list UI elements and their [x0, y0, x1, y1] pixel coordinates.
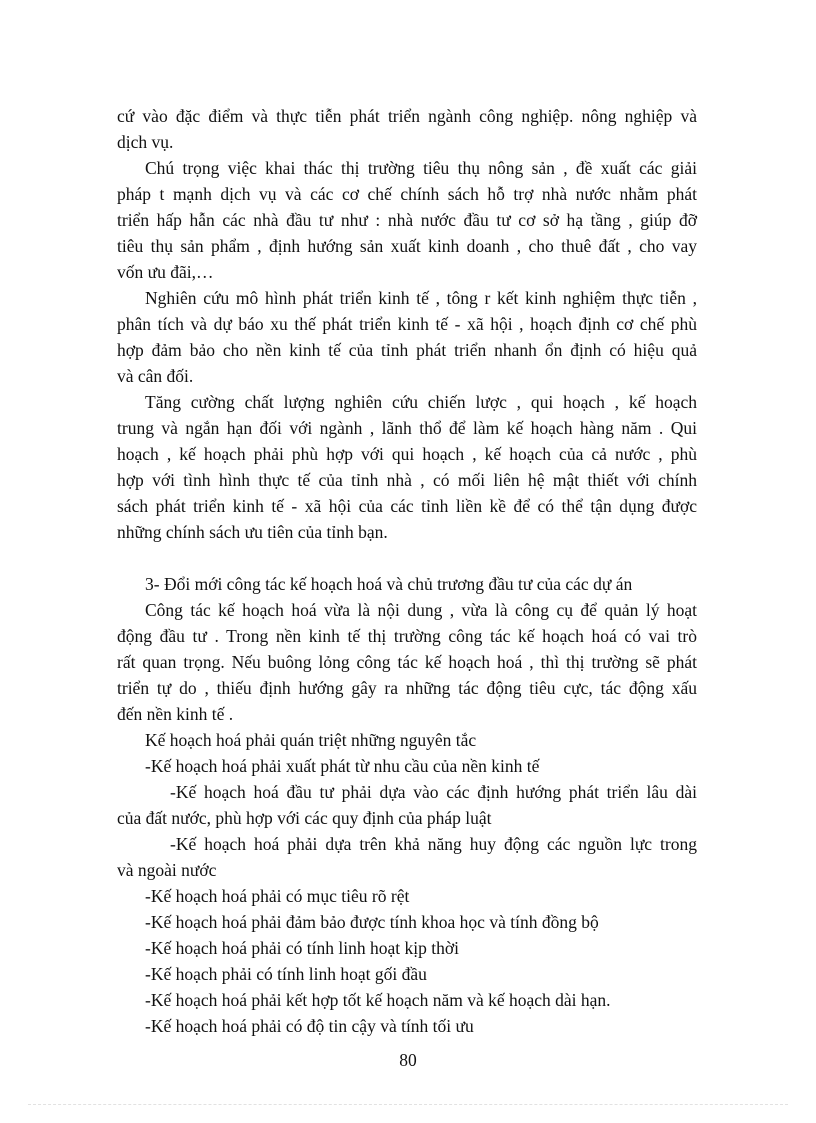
principles-intro: Kế hoạch hoá phải quán triệt những nguyên tắc [145, 730, 477, 750]
paragraph-5-line-2: động đầu tư . Trong nền kinh tế thị trường công tác kế hoạch hoá có vai trò [117, 626, 697, 646]
paragraph-1-line-1: cứ vào đặc điểm và thực tiễn phát triển ngành công nghiệp. nông nghiệp và [117, 106, 697, 126]
page-number: 80 [399, 1050, 417, 1070]
section-heading: 3- Đổi mới công tác kế hoạch hoá và chủ trương đầu tư của các dự án [145, 574, 633, 594]
paragraph-3-line-1: Nghiên cứu mô hình phát triển kinh tế , tông r kết kinh nghiệm thực tiễn , [145, 288, 697, 308]
paragraph-2-line-1: Chú trọng việc khai thác thị trường tiêu thụ nông sản , đề xuất các giải [145, 158, 697, 178]
paragraph-3-line-4: và cân đối. [117, 366, 194, 386]
paragraph-1-line-2: dịch vụ. [117, 132, 174, 152]
paragraph-4-line-1: Tăng cường chất lượng nghiên cứu chiến lược , qui hoạch , kế hoạch [145, 392, 697, 412]
paragraph-2-line-5: vốn ưu đãi,… [117, 262, 214, 282]
principle-item-continuation: và ngoài nước [117, 860, 217, 880]
paragraph-2-line-3: triển hấp hẫn các nhà đầu tư như : nhà nước đầu tư cơ sở hạ tầng , giúp đỡ [117, 210, 697, 230]
principle-item: -Kế hoạch hoá đầu tư phải dựa vào các định hướng phát triển lâu dài [170, 782, 697, 802]
paragraph-5-line-3: rất quan trọng. Nếu buông lỏng công tác kế hoạch hoá , thì thị trường sẽ phát [117, 652, 697, 672]
principle-item: -Kế hoạch hoá phải xuất phát từ nhu cầu của nền kinh tế [145, 756, 540, 776]
principle-item: -Kế hoạch hoá phải dựa trên khả năng huy động các nguồn lực trong [170, 834, 697, 854]
paragraph-4-line-6: những chính sách ưu tiên của tỉnh bạn. [117, 522, 388, 542]
principle-item: -Kế hoạch hoá phải kết hợp tốt kế hoạch năm và kế hoạch dài hạn. [145, 990, 611, 1010]
principle-item-continuation: của đất nước, phù hợp với các quy định của pháp luật [117, 808, 492, 828]
paragraph-4-line-4: hợp với tình hình thực tế của tỉnh nhà , có mối liên hệ mật thiết với chính [117, 470, 697, 490]
principle-item: -Kế hoạch hoá phải có độ tin cậy và tính tối ưu [145, 1016, 474, 1036]
paragraph-5-line-4: triển tự do , thiếu định hướng gây ra những tác động tiêu cực, tác động xấu [117, 678, 697, 698]
paragraph-2-line-2: pháp t mạnh dịch vụ và các cơ chế chính sách hỗ trợ nhà nước nhằm phát [117, 184, 697, 204]
page-bottom-divider [28, 1104, 788, 1105]
principle-item: -Kế hoạch hoá phải có tính linh hoạt kịp thời [145, 938, 459, 958]
paragraph-4-line-5: sách phát triển kinh tế - xã hội của các tỉnh liền kề để có thể tận dụng được [117, 496, 697, 516]
principle-item: -Kế hoạch hoá phải đảm bảo được tính khoa học và tính đồng bộ [145, 912, 599, 932]
paragraph-5-line-5: đến nền kinh tế . [117, 704, 234, 724]
principle-item: -Kế hoạch hoá phải có mục tiêu rõ rệt [145, 886, 410, 906]
paragraph-5-line-1: Công tác kế hoạch hoá vừa là nội dung , vừa là công cụ để quản lý hoạt [145, 600, 697, 620]
paragraph-4-line-2: trung và ngắn hạn đối với ngành , lãnh thổ để làm kế hoạch hàng năm . Qui [117, 418, 697, 438]
paragraph-3-line-2: phân tích và dự báo xu thế phát triển kinh tế - xã hội , hoạch định cơ chế phù [117, 314, 697, 334]
principle-item: -Kế hoạch phải có tính linh hoạt gối đầu [145, 964, 427, 984]
paragraph-4-line-3: hoạch , kế hoạch phải phù hợp với qui hoạch , kế hoạch của cả nước , phù [117, 444, 697, 464]
paragraph-2-line-4: tiêu thụ sản phẩm , định hướng sản xuất kinh doanh , cho thuê đất , cho vay [117, 236, 697, 256]
paragraph-3-line-3: hợp đảm bảo cho nền kinh tế của tỉnh phát triển nhanh ổn định có hiệu quả [117, 340, 697, 360]
